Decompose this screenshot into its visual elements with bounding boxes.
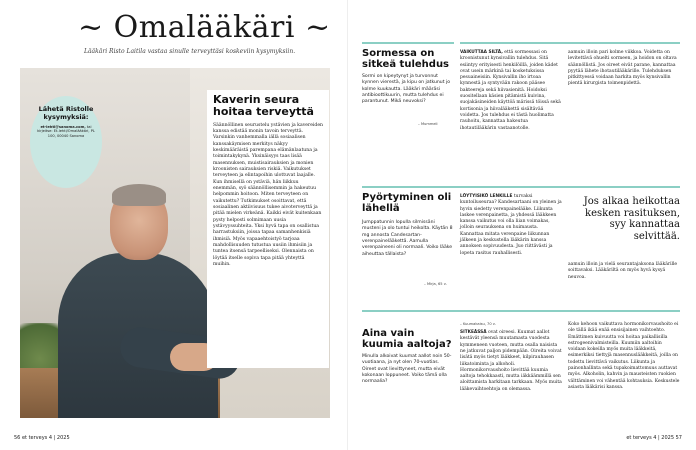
- answer-text: ovat oireesi. Kuumat aallot kestävät yleensä muutamasta vuodesta kymmeneen vuoteen, mutta osalla naisista ne jatkuvat paljon pidempään. Oireita voivat lisätä myös tietyt lääkkeet, kilpirauhasen liikatoiminta ja alkoholi. Hormonikorvaushoito lievittää kuumia aaltoja tehokkaasti, mutta iäkkäämmillä sen aloittamista harkitaan tarkkaan. Myös muita lääkevaihtoehtoja on olemassa.: [460, 330, 562, 392]
- column-title: ~ Omalääkäri ~: [78, 10, 331, 45]
- contact-badge: [30, 96, 102, 188]
- doctor-hair: [112, 184, 166, 206]
- answer-lead: SITKEÄSSÄ: [460, 330, 487, 336]
- badge-email[interactable]: et-lehti@sanoma.com,: [40, 124, 86, 129]
- signer-sormessa: – Mummeli: [418, 122, 438, 126]
- page-footer-left: 56 et terveys 4 | 2025: [14, 435, 70, 441]
- badge-title: Lähetä Ristolle kysymyksiä:: [38, 105, 94, 121]
- column-subtitle: Lääkäri Risto Laitila vastaa sinulle terveyttäsi koskeviin kysymyksiin.: [84, 48, 296, 55]
- answer-kuumia-continued: Koko kehoon vaikuttava hormonikorvaushoito ei ole tällä ikää enää ensisijainen vaihtoehto. Emättimen kuivuutta voi hoitaa paikallisilla estrogeenivalmisteilla. Kuumiin aaltoihin voidaan kokeilla myös muita lääkkeitä, esimerkiksi tiettyjä masennuslääkkeitä, joilla on todettu lievittävä vaikutus. Liikunta ja painonhallinta sekä tupakoimattomuus auttavat myös. Alkoholin, kahvin ja mausteisten ruokien välttäminen voi vähentää kohtauksia. Keskustele asiasta lääkärisi kanssa.: [568, 322, 680, 390]
- badge-contact: [36, 125, 96, 140]
- section-title-pyortyminen: Pyörtyminen oli lähellä: [362, 192, 452, 215]
- right-page: [348, 0, 696, 450]
- badge-address: tai kirjeitse: Et-lehti/Omalääkäri, PL 100, 00040 Sanoma: [37, 124, 95, 139]
- feature-card: [207, 90, 329, 368]
- section-title-kuumia: Aina vain kuumia aaltoja?: [362, 328, 452, 351]
- answer-text: että sormessasi on kroonistunut kynsivallin tulehdus. Sitä esiintyy erityisesti henkilöillä, joiden kädet ovat usein märkinä tai kosketuksissa pesuaineisiin. Kynsivallin iho irtoaa kynnestä ja syntyvään rakoon pääsee bakteereja sekä hiivasienitä. Hoidoksi suositellaan käsien pitämistä kuivina, suojakäsineiden käyttöä märissä töissä sekä kortisonia ja hiivalääkettä sisältävää voidetta. Jos tulehdus ei tästä huolimatta rauhoitu, kannattaa hakeutua ihotautilääkärin vastaanotolle.: [460, 50, 561, 131]
- answer-pyortyminen: [460, 194, 562, 257]
- feature-body: Säännöllinen seurustelu ystävien ja kavereiden kanssa edistää monin tavoin terveyttä. Varsinkin vanhemmalla iällä sosiaalisen kanssakäymisen merkitys näkyy keskimääräistä parempana elämänlaatuna ja toimintakykynä. Yksinäisyys taas lisää masennuksen, muistisairauksien ja monien kroonisten sairauksien riskiä. Vaikutukset terveyteen ja elintapoihin ulottuvat laajalle. Kun ihmisellä on ystäviä, hän liikkuu enemmän, syö säännöllisemmin ja hakeutuu helpommin hoitoon. Miten terveyteen on vaikutettu? Tutkimukset osoittavat, että sosiaalinen aktiivisuus tukee aivoterveyttä ja pitää mielen virkeänä. Kaikki eivät kuitenkaan pysty helposti solmimaan uusia ystävyyssuhteita. Yksi hyvä tapa on osallistua harrastuksiin, joissa tapaa samanhenkisiä ihmisiä. Myös vapaaehtoistyö tarjoaa mahdollisuuden tutustua uusiin ihmisiin ja tuntea itsensä tarpeelliseksi. Olennaista on löytää itselle sopiva tapa pitää yhteyttä muihin.: [213, 122, 324, 267]
- answer-sormessa-continued: aamuin illoin pari kolme viikkoa. Voidetta on levitettävä ohuelti sormeen, ja hoidon on oltava säännöllistä. Jos oireet eivät parane, kannattaa pyytää lähete ihotautilääkärille. Tulehduksen pitkittyessä voidaan harkita myös kynsivallin pientä kirurgista toimenpidettä.: [568, 50, 677, 87]
- answer-pyortyminen-continued: aamuin illoin ja vielä seurantajaksona lääkärille soittavaksi. Lääkäriltä on myös hyvä kysyä neuvoa.: [568, 262, 678, 280]
- pull-quote: Jos alkaa heikottaa kesken rasituksen, syy kannattaa selvittää.: [583, 196, 680, 242]
- question-pyortyminen: Jumppatunnin lopulla silmissäni musteni ja olo tuntui heikolta. Käytän 8 mg annosta Candesartan-verenpainelääkettä. Aamulla verenpaineeni oli normaali. Voiko lääke aiheuttaa tällaista?: [362, 220, 453, 257]
- signer-kuumia: – Kuumakaisu, 70 v.: [460, 322, 496, 326]
- section-rule: [460, 42, 680, 44]
- answer-sormessa: [460, 50, 562, 132]
- answer-lead: LÖYTYISIKÖ LENKILLE: [460, 194, 513, 199]
- feature-title: Kaverin seura hoitaa terveyttä: [213, 93, 314, 119]
- question-sormessa: Sormi on kipeytynyt ja turvonnut kynnen vierestä, ja kipu on jatkunut jo kolme kuukautta. Lääkäri määräsi antibioottikuurin, mutta tulehdus ei parantunut. Mikä neuvoksi?: [362, 74, 451, 105]
- answer-kuumia: [460, 322, 562, 393]
- page-footer-right: et terveys 4 | 2025 57: [626, 435, 682, 441]
- section-title-sormessa: Sormessa on sitkeä tulehdus: [362, 48, 450, 71]
- section-rule: [362, 186, 680, 188]
- section-rule: [362, 310, 680, 312]
- section-rule: [362, 42, 454, 44]
- question-kuumia: Minulla alkoivat kuumat aallot noin 50-vuotiaana, ja nyt olen 70-vuotias. Oireet ovat lievittyneet, mutta eivät kokonaan loppuneet. Voiko tämä olla normaalia?: [362, 354, 452, 385]
- answer-text: turvaksi kuntoiluseuraa? Kandesartaani on yleinen ja hyvin siedetty verenpainelääke. Liikunta laskee verenpainetta, ja yhdessä lääkkeen kanssa vaikutus voi olla liian voimakas, jolloin seurauksena on huimausta. Kannattaa mitata verenpaine liikunnan jälkeen ja keskustella lääkärin kanssa annoksen sopivuudesta. Juo riittävästi ja lopeta rasitus rauhallisesti.: [460, 194, 562, 256]
- signer-pyortyminen: – Mirja, 65 v.: [424, 282, 447, 286]
- answer-lead: VAIKUTTAA SILTÄ,: [460, 50, 503, 55]
